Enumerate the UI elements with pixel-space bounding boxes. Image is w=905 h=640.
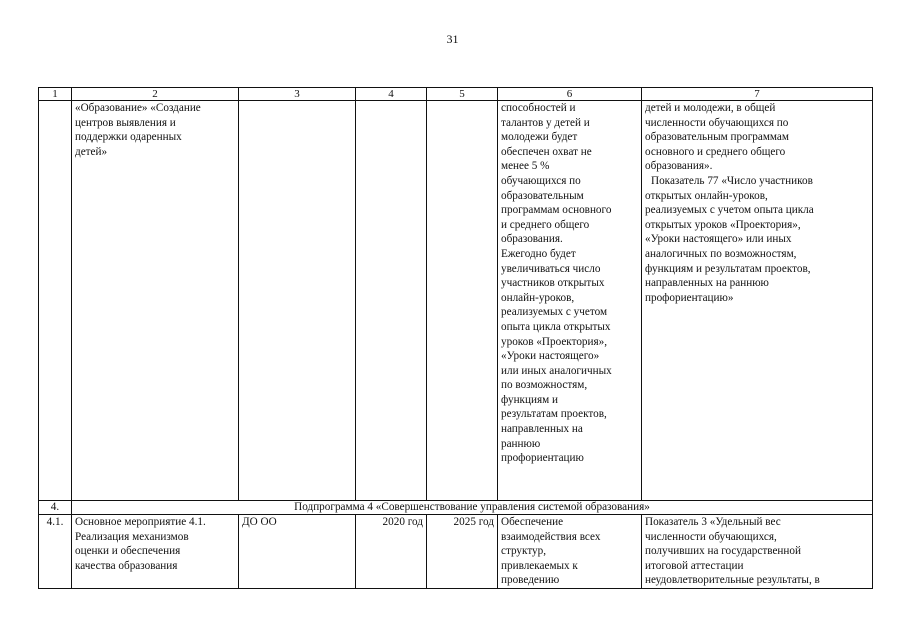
measure-result-cell: Обеспечение взаимодействия всех структур, привлекаемых к проведению — [498, 515, 642, 589]
header-col-7: 7 — [642, 88, 873, 101]
header-col-1: 1 — [39, 88, 72, 101]
subprogram-title: Подпрограмма 4 «Совершенствование управления системой образования» — [72, 501, 873, 515]
table-header-row — [39, 88, 873, 101]
expected-result-cell: способностей и талантов у детей и молодежи будет обеспечен охват не менее 5 % обучающихся по образовательным программам основного и среднего общего образования. Ежегодно будет увеличиваться число участников открытых онлайн-уроков, реализуемых с учетом опыта цикла открытых уроков «Проектория», «Уроки настоящего» или иных аналогичных по возможностям, функциям и результатам проектов, направленных на раннюю профориентацию — [498, 101, 642, 501]
measure-name-cell: Основное мероприятие 4.1. Реализация механизмов оценки и обеспечения качества образования — [72, 515, 239, 589]
measure-start-year: 2020 год — [356, 515, 427, 589]
page-number: 31 — [446, 32, 459, 46]
table-row-measure — [39, 515, 873, 589]
header-col-5: 5 — [427, 88, 498, 101]
row-number-cell — [39, 101, 72, 501]
subprogram-row — [39, 501, 873, 515]
table-row-continued — [39, 101, 873, 501]
activity-name-cell: «Образование» «Создание центров выявления и поддержки одаренных детей» — [72, 101, 239, 501]
executor-cell — [239, 101, 356, 501]
header-col-3: 3 — [239, 88, 356, 101]
subprogram-number: 4. — [39, 501, 72, 515]
measure-indicator-cell: Показатель 3 «Удельный вес численности обучающихся, получивших на государственной итоговой аттестации неудовлетворительные результаты, в — [642, 515, 873, 589]
measure-executor-cell: ДО ОО — [239, 515, 356, 589]
program-table — [38, 87, 873, 589]
measure-number: 4.1. — [39, 515, 72, 589]
header-col-2: 2 — [72, 88, 239, 101]
measure-end-year: 2025 год — [427, 515, 498, 589]
start-year-cell — [356, 101, 427, 501]
indicator-paragraph: Показатель 77 «Число участников открытых онлайн-уроков, реализуемых с учетом опыта цикла открытых уроков «Проектория», «Уроки настоящего» или иных аналогичных по возможностям, функциям и результатам проектов, направленных на раннюю профориентацию» — [645, 174, 814, 304]
indicator-paragraph: детей и молодежи, в общей численности обучающихся по образовательным программам основного и среднего общего образования». — [645, 102, 789, 173]
indicator-cell — [642, 101, 873, 501]
header-col-6: 6 — [498, 88, 642, 101]
header-col-4: 4 — [356, 88, 427, 101]
end-year-cell — [427, 101, 498, 501]
